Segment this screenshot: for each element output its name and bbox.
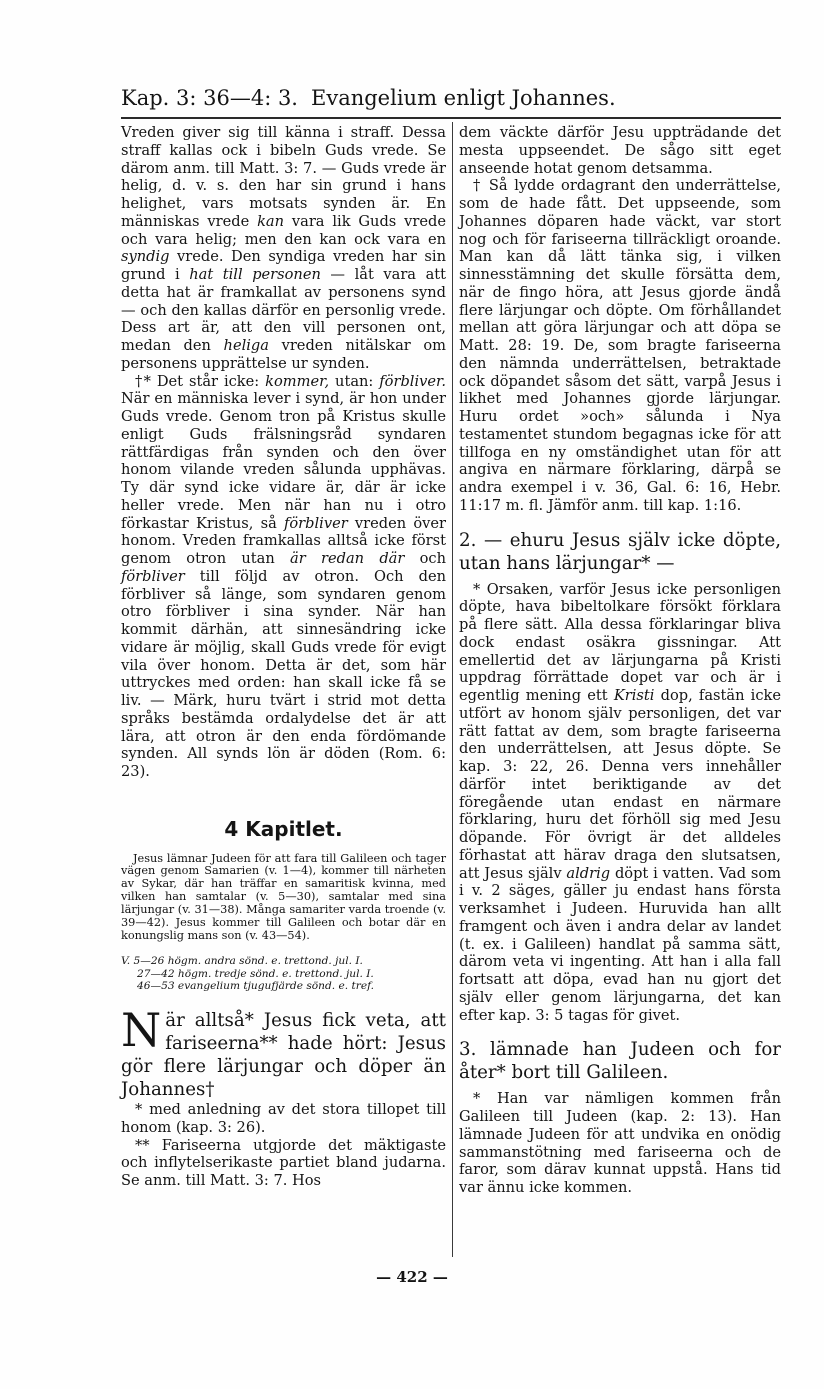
text-run: vreden nitälskar om personens upprättelse ur synden. — [121, 337, 446, 372]
text-run: utan: — [329, 372, 380, 390]
header-rule — [121, 117, 781, 119]
commentary-paragraph — [459, 581, 781, 1025]
verse-text: är alltså* Jesus fick veta, att fariseerna** hade hört: Jesus gör flere lärjungar och döper än Johannes† — [121, 1010, 446, 1101]
text-run: vrede. Den syndiga vreden har sin grund i — [121, 248, 446, 283]
emphasis: aldrig — [566, 864, 611, 882]
emphasis: syndig — [121, 248, 170, 266]
text-run: †* Det står icke: — [135, 372, 266, 390]
text-run: till följd av otron. Och den förbliver så länge, som syndaren genom otro förbliver i sina synder. När han kommit därhän, att sinnesändring icke vidare är möjlig, skall Guds vrede för evigt vila över honom. Detta är det, som här uttryckes med orden: han skall icke få se liv. — Märk, huru tvärt i strid mot detta språks bestämda ordalydelse det är att lära, att otron är den enda fördömande synden. All synds lön är döden (Rom. 6: 23). — [121, 567, 446, 780]
running-header — [121, 86, 781, 116]
bible-verse-1 — [121, 1003, 446, 1101]
commentary-paragraph: dem väckte därför Jesu uppträdande det mesta uppseendet. De sågo sitt eget anseende hotat genom detsamma. — [459, 124, 781, 177]
text-run: vara lik Guds vrede och vara helig; men den kan ock vara en — [121, 212, 446, 248]
footnote: ** Fariseerna utgjorde det mäktigaste och inflytelserikaste partiet bland judarna. Se anm. till Matt. 3: 7. Hos — [121, 1136, 446, 1190]
commentary-paragraph — [121, 373, 446, 781]
emphasis: förbliver — [283, 514, 348, 532]
text-run: dop, fastän icke utfört av honom själv personligen, det var rätt fattat av dem, som bragte fariseerna den underrättelsen, att Jesus döpte. Se kap. 3: 22, 26. Denna vers innehåller därför intet beriktigande av det föregående utan endast en närmare förklaring, huru det förhöll sig med Jesu döpande. För övrigt är det alldeles förhastat att härav draga den slutsatsen, att Jesus själv — [459, 687, 782, 882]
page-number: — 422 — — [376, 1268, 448, 1286]
bible-verse-2: 2. — ehuru Jesus själv icke döpte, utan hans lärjungar* — — [459, 529, 781, 574]
chapter-heading: 4 Kapitlet. — [224, 816, 343, 841]
emphasis: kommer, — [265, 372, 330, 390]
text-run: och — [404, 550, 447, 567]
text-run: — låt vara att detta hat är framkallat av personens synd — och den kallas därför en personlig vrede. Dess art är, att den vill personen ont, medan den — [121, 266, 446, 354]
reading-line: 27—42 högm. tredje sönd. e. trettond. jul. I. — [137, 967, 374, 980]
reading-line: V. 5—26 högm. andra sönd. e. trettond. jul. I. — [121, 954, 363, 967]
commentary-paragraph — [121, 124, 446, 373]
text-run: Vreden giver sig till känna i straff. Dessa straff kallas ock i bibeln Guds vrede. Se därom anm. till Matt. 3: 7. — Guds vrede är helig, d. v. s. den har sin grund i hans helighet, vars motsats synden är. En människas vrede — [121, 124, 446, 230]
chapter-summary: Jesus lämnar Judeen för att fara till Galileen och tager vägen genom Samarien (v. 1—4), kommer till närheten av Sykar, där han träffar en samaritisk kvinna, med vilken han samtalar (v. 5—30), samtalar med sina lärjungar (v. 31—38). Många samariter varda troende (v. 39—42). Jesus kommer till Galileen och botar där en konungslig mans son (v. 43—54). — [121, 851, 446, 942]
column-divider — [452, 122, 453, 1257]
emphasis: heliga — [223, 337, 269, 354]
lectionary-readings — [121, 955, 446, 993]
right-column — [459, 124, 781, 1197]
emphasis: förbliver — [121, 567, 185, 585]
emphasis: är redan där — [290, 550, 405, 567]
commentary-paragraph: * Han var nämligen kommen från Galileen till Judeen (kap. 2: 13). Han lämnade Judeen för att undvika en onödig sammanstötning med fariseerna och de faror, som därav kunnat uppstå. Hans tid var ännu icke kommen. — [459, 1090, 781, 1196]
text-run: vreden över honom. Vreden framkallas alltså icke först genom otron utan — [121, 514, 446, 567]
text-run: * Orsaken, varför Jesus icke personligen döpte, hava bibeltolkare försökt förklara på flere sätt. Alla dessa förklaringar bliva dock endast osäkra gissningar. Att emellertid det av lärjungarna på Kristi uppdrag förrättade dopet var och är i egentlig mening ett — [459, 580, 781, 704]
running-title: Evangelium enligt Johannes. — [311, 86, 616, 110]
emphasis: förbliver. — [379, 372, 447, 390]
reading-line: 46—53 evangelium tjugufjärde sönd. e. tref. — [137, 980, 375, 993]
footnote: * med anledning av det stora tillopet till honom (kap. 3: 26). — [121, 1101, 446, 1136]
drop-cap: N — [121, 1003, 162, 1058]
text-run: När en människa lever i synd, är hon under Guds vrede. Genom tron på Kristus skulle enligt Guds frälsningsråd syndaren rättfärdigas från synden och den över honom vilande vreden sålunda upphävas. Ty där synd icke vidare är, där är icke heller vrede. Men när han nu i otro förkastar Kristus, så — [121, 390, 446, 532]
commentary-paragraph: † Så lydde ordagrant den underrättelse, som de hade fått. Det uppseende, som Johannes döparen hade väckt, var stort nog och för fariseerna tillräckligt oroande. Man kan då lätt tänka sig, i vilken sinnesstämning det skulle försätta dem, när de fingo höra, att Jesus gjorde ändå flere lärjungar och döpte. Om förhållandet mellan att göra lärjungar och att döpa se Matt. 28: 19. De, som bragte fariseerna den nämnda underrättelsen, betraktade ock döpandet såsom det sätt, varpå Jesus i likhet med Johannes gjorde lärjungar. Huru ordet »och» sålunda i Nya testamentet stundom begagnas icke för att tillfoga en ny omständighet utan för att angiva en närmare förklaring, därpå se andra exempel i v. 36, Gal. 6: 16, Hebr. 11:17 m. fl. Jämför anm. till kap. 1:16. — [459, 177, 781, 514]
chapter-reference: Kap. 3: 36—4: 3. — [121, 86, 298, 110]
emphasis: Kristi — [613, 687, 655, 704]
emphasis: kan — [257, 212, 285, 230]
emphasis: hat till personen — [189, 266, 321, 283]
left-column — [121, 124, 446, 1190]
bible-verse-3: 3. lämnade han Judeen och for åter* bort till Galileen. — [459, 1039, 781, 1084]
text-run: döpt i vatten. Vad som i v. 2 säges, gäller ju endast hans första verksamhet i Judeen. Huruvida han allt framgent och även i andra delar av landet (t. ex. i Galileen) handlat på samma sätt, därom veta vi ingenting. Att han i alla fall fortsatt att döpa, evad han nu gjort det själv eller genom lärjungarna, det kan efter kap. 3: 5 tagas för givet. — [459, 864, 781, 1024]
